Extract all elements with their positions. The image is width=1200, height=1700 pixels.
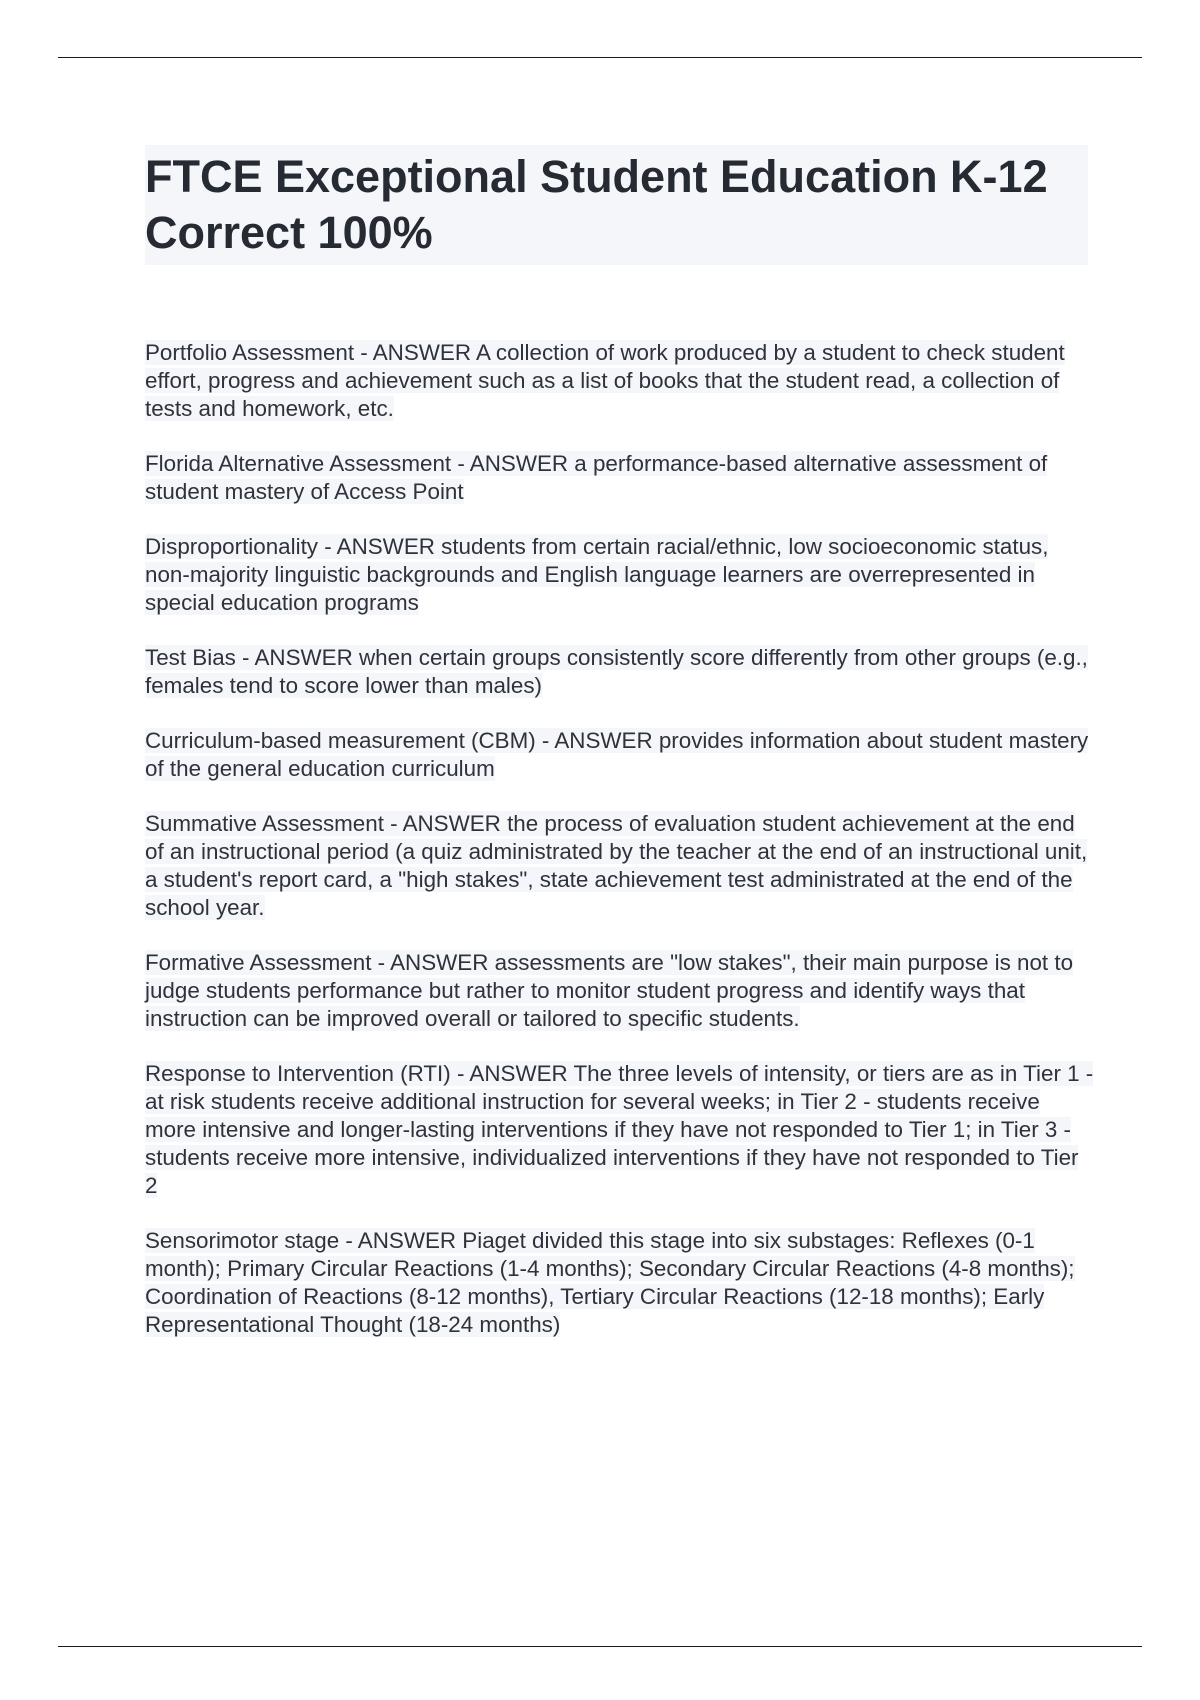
qa-list — [145, 339, 1095, 1366]
qa-entry-text: Curriculum-based measurement (CBM) - ANSWER provides information about student mastery of the general education curriculum — [145, 728, 1089, 781]
qa-entry-text: Test Bias - ANSWER when certain groups consistently score differently from other groups (e.g., females tend to score lower than males) — [145, 645, 1088, 698]
qa-entry-text: Sensorimotor stage - ANSWER Piaget divided this stage into six substages: Reflexes (0-1 month); Primary Circular Reactions (1-4 months); Secondary Circular Reactions (4-8 months); Coordination of Reactions (8-12 months), Tertiary Circular Reactions (12-18 months); Early Representational Thought (18-24 months) — [145, 1228, 1075, 1337]
qa-entry — [145, 450, 1095, 506]
qa-entry-text: Summative Assessment - ANSWER the process of evaluation student achievement at the end of an instructional period (a quiz administrated by the teacher at the end of an instructional unit, a student's report card, a "high stakes", state achievement test administrated at the end of the school year. — [145, 811, 1088, 920]
qa-entry — [145, 644, 1095, 700]
document-title: FTCE Exceptional Student Education K-12 Correct 100% — [145, 151, 1048, 258]
qa-entry-text: Formative Assessment - ANSWER assessments are "low stakes", their main purpose is not to judge students performance but rather to monitor student progress and identify ways that instruction can be improved overall or tailored to specific students. — [145, 950, 1074, 1031]
qa-entry — [145, 727, 1095, 783]
qa-entry-text: Portfolio Assessment - ANSWER A collection of work produced by a student to check student effort, progress and achievement such as a list of books that the student read, a collection of tests and homework, etc. — [145, 340, 1065, 421]
qa-entry — [145, 810, 1095, 922]
qa-entry-text: Disproportionality - ANSWER students from certain racial/ethnic, low socioeconomic status, non-majority linguistic backgrounds and English language learners are overrepresented in special education programs — [145, 534, 1049, 615]
qa-entry — [145, 1060, 1095, 1200]
qa-entry — [145, 339, 1095, 423]
bottom-divider — [58, 1646, 1142, 1647]
qa-entry — [145, 1227, 1095, 1339]
title-block — [145, 145, 1088, 265]
qa-entry — [145, 949, 1095, 1033]
top-divider — [58, 57, 1142, 58]
qa-entry — [145, 533, 1095, 617]
qa-entry-text: Response to Intervention (RTI) - ANSWER The three levels of intensity, or tiers are as in Tier 1 - at risk students receive additional instruction for several weeks; in Tier 2 - students receive more intensive and longer-lasting interventions if they have not responded to Tier 1; in Tier 3 - students receive more intensive, individualized interventions if they have not responded to Tier 2 — [145, 1061, 1094, 1198]
qa-entry-text: Florida Alternative Assessment - ANSWER a performance-based alternative assessment of student mastery of Access Point — [145, 451, 1048, 504]
